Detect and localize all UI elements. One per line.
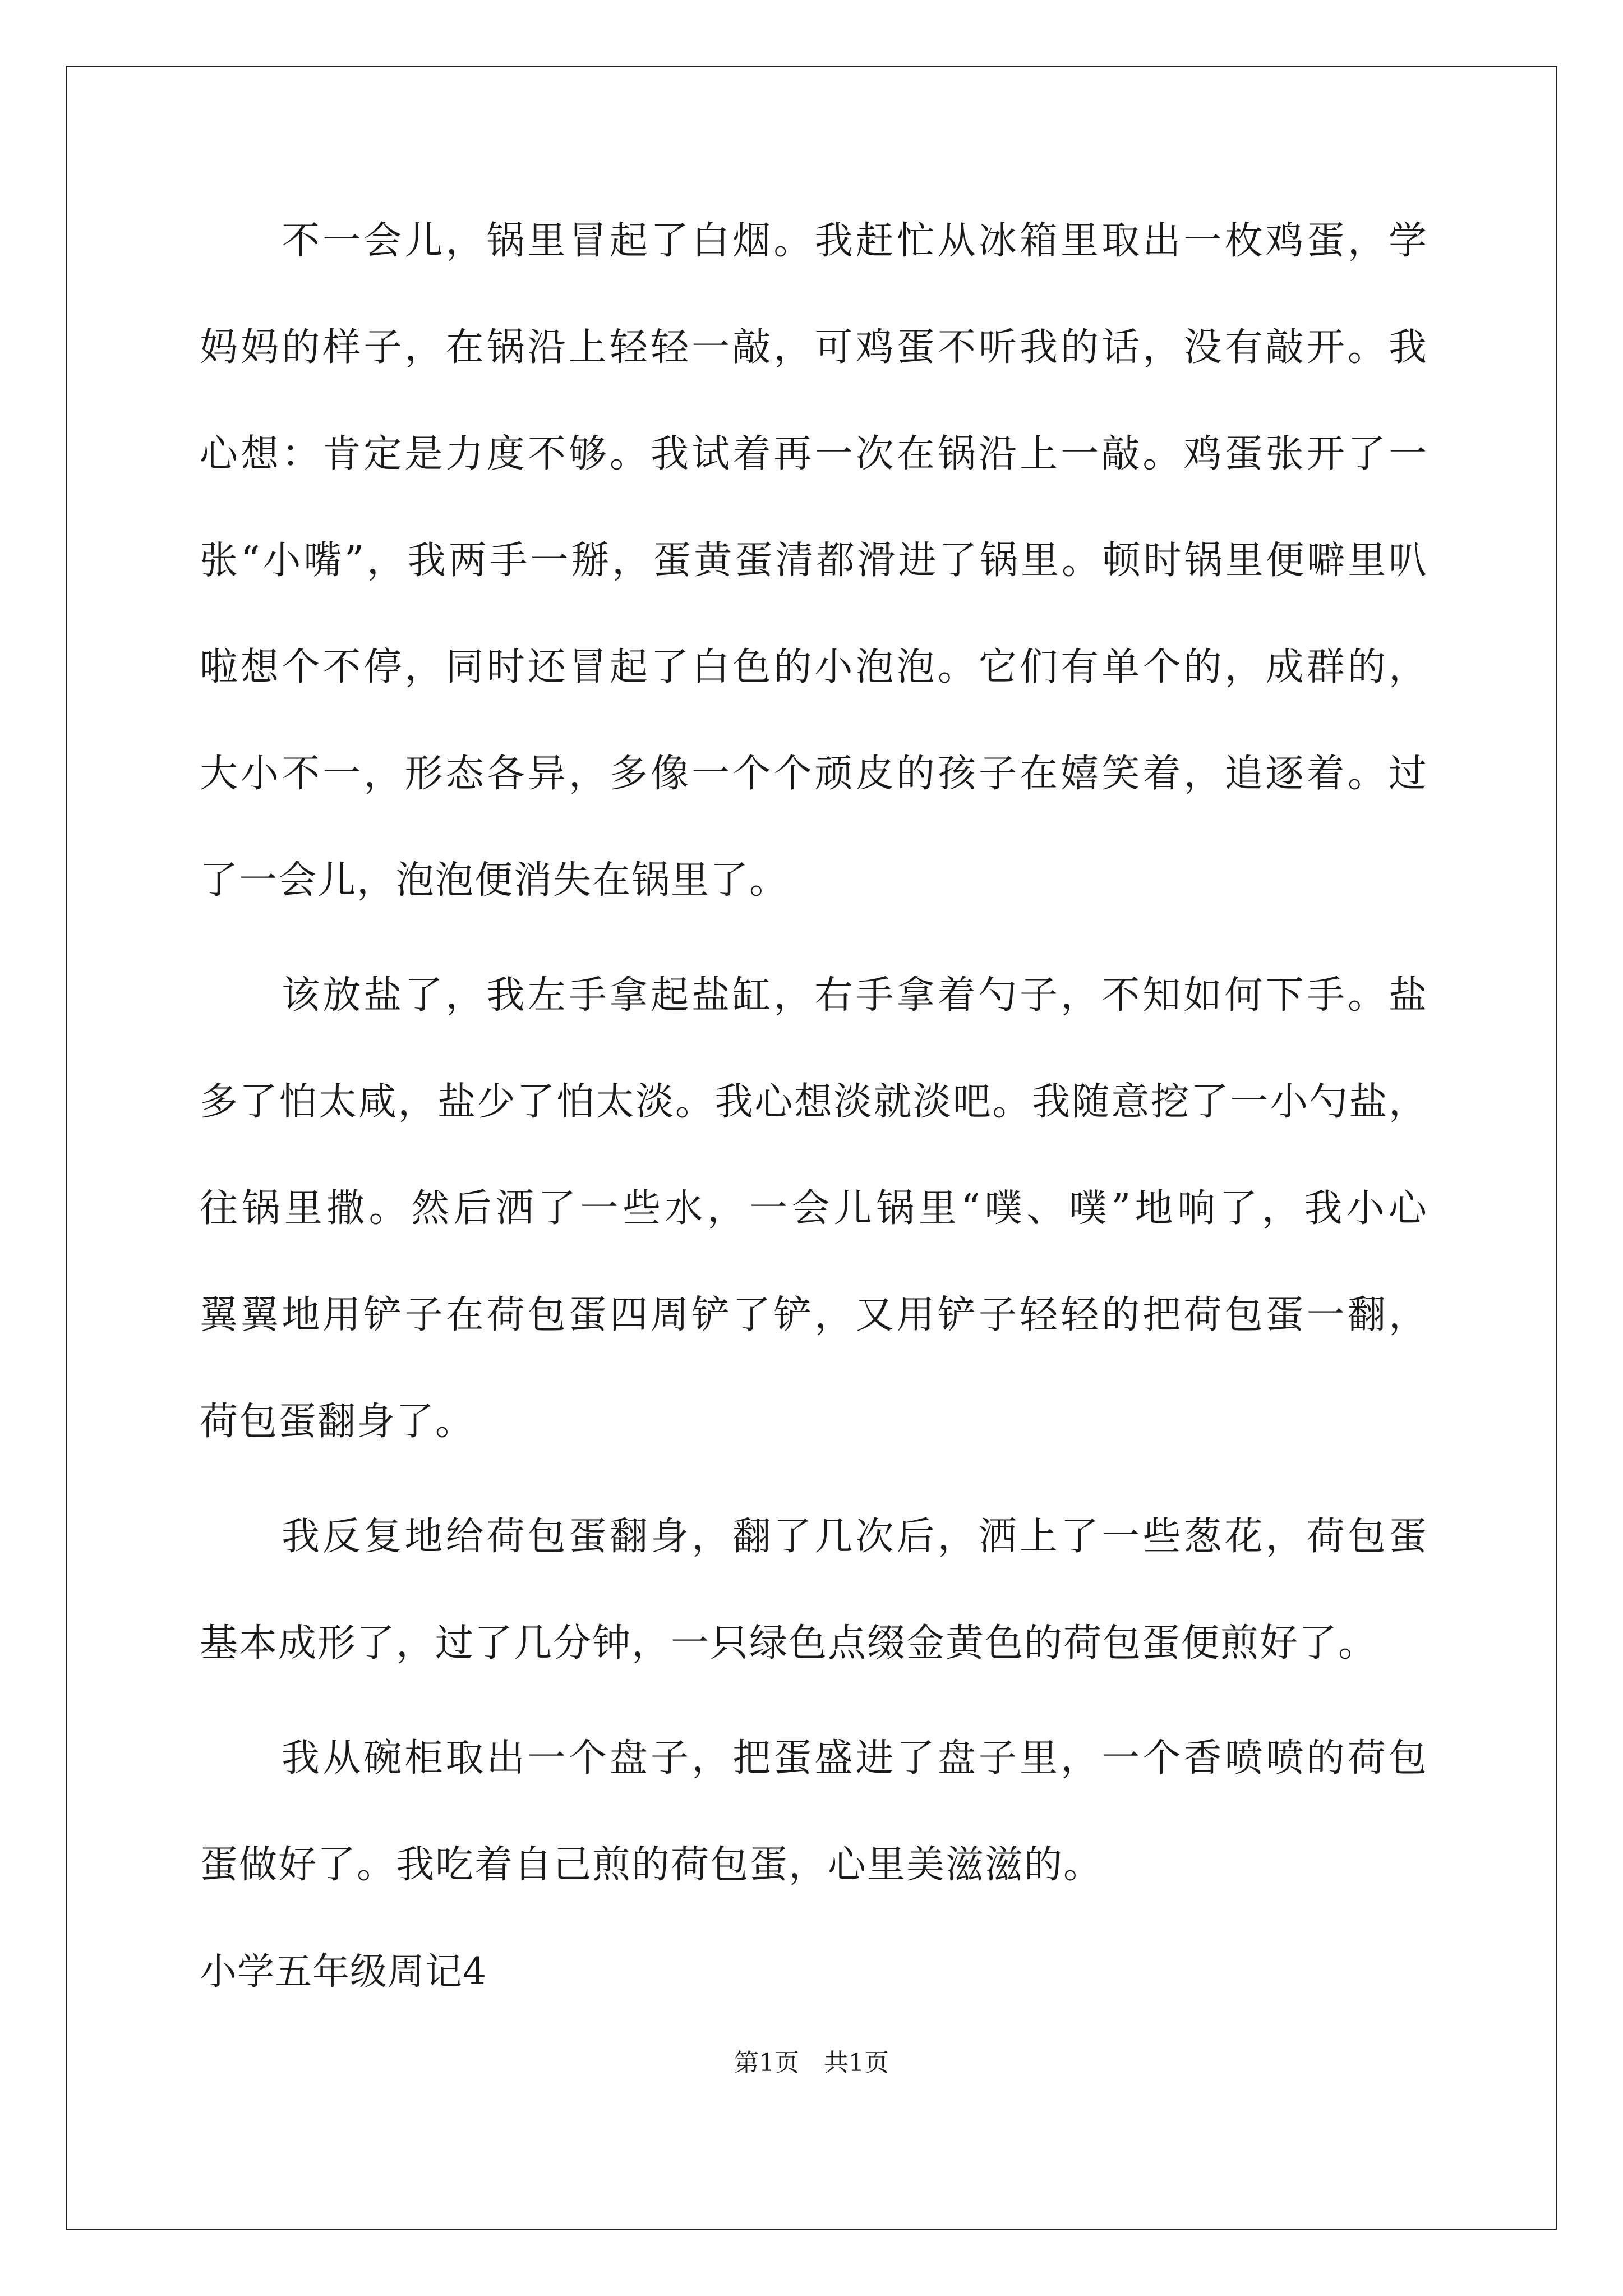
paragraph-1-line-5: 啦想个不停，同时还冒起了白色的小泡泡。它们有单个的，成群的， bbox=[200, 645, 1428, 689]
paragraph-2-line-4: 翼翼地用铲子在荷包蛋四周铲了铲，又用铲子轻轻的把荷包蛋一翻， bbox=[200, 1293, 1428, 1337]
page-border bbox=[66, 66, 1557, 2230]
paragraph-2-line-3: 往锅里撒。然后洒了一些水，一会儿锅里“噗、噗”地响了，我小心 bbox=[200, 1186, 1428, 1231]
paragraph-4-line-2: 蛋做好了。我吃着自己煎的荷包蛋，心里美滋滋的。 bbox=[200, 1843, 1103, 1887]
paragraph-1-line-6: 大小不一，形态各异，多像一个个顽皮的孩子在嬉笑着，追逐着。过 bbox=[200, 752, 1428, 796]
paragraph-1-line-7: 了一会儿，泡泡便消失在锅里了。 bbox=[200, 858, 789, 903]
paragraph-2-line-1: 该放盐了，我左手拿起盐缸，右手拿着勺子，不知如何下手。盐 bbox=[282, 973, 1428, 1018]
paragraph-3-line-2: 基本成形了，过了几分钟，一只绿色点缀金黄色的荷包蛋便煎好了。 bbox=[200, 1621, 1378, 1665]
paragraph-3-line-1: 我反复地给荷包蛋翻身，翻了几次后，洒上了一些葱花，荷包蛋 bbox=[282, 1515, 1428, 1559]
paragraph-2-line-2: 多了怕太咸，盐少了怕太淡。我心想淡就淡吧。我随意挖了一小勺盐， bbox=[200, 1080, 1428, 1124]
section-heading: 小学五年级周记4 bbox=[200, 1950, 487, 1993]
paragraph-1-line-1: 不一会儿，锅里冒起了白烟。我赶忙从冰箱里取出一枚鸡蛋，学 bbox=[282, 219, 1428, 263]
paragraph-2-line-5: 荷包蛋翻身了。 bbox=[200, 1400, 475, 1444]
paragraph-1-line-4: 张“小嘴”，我两手一掰，蛋黄蛋清都滑进了锅里。顿时锅里便噼里叭 bbox=[200, 539, 1428, 583]
page-number-footer: 第1页 共1页 bbox=[734, 2049, 889, 2077]
paragraph-4-line-1: 我从碗柜取出一个盘子，把蛋盛进了盘子里，一个香喷喷的荷包 bbox=[282, 1736, 1428, 1780]
paragraph-1-line-2: 妈妈的样子，在锅沿上轻轻一敲，可鸡蛋不听我的话，没有敲开。我 bbox=[200, 325, 1428, 370]
paragraph-1-line-3: 心想：肯定是力度不够。我试着再一次在锅沿上一敲。鸡蛋张开了一 bbox=[200, 432, 1428, 476]
